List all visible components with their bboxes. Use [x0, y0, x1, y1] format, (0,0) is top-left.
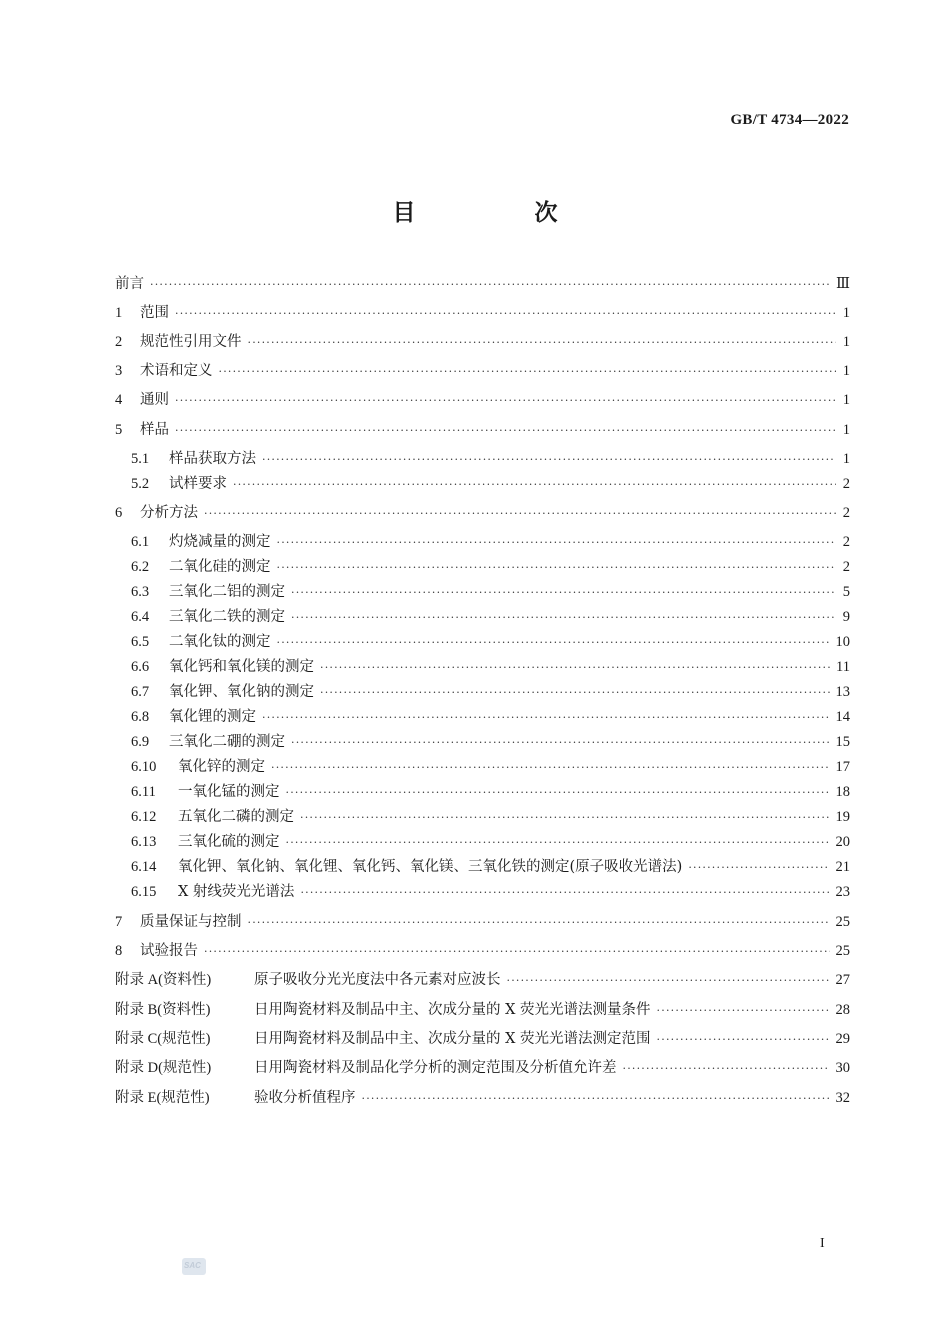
toc-entry-title: 日用陶瓷材料及制品中主、次成分量的 X 荧光光谱法测定范围: [254, 1031, 651, 1047]
toc-entry-page: 21: [835, 859, 850, 875]
toc-entry-page: 1: [842, 451, 850, 467]
toc-entry-number: 6.8: [131, 709, 150, 725]
toc-entry[interactable]: [115, 942, 850, 961]
toc-entry[interactable]: [115, 1001, 850, 1020]
toc-entry[interactable]: [115, 333, 850, 352]
toc-entry-title: 分析方法: [140, 505, 198, 521]
toc-entry-number: 2: [115, 334, 123, 350]
toc-entry-title: 五氧化二磷的测定: [178, 809, 294, 825]
dot-leader: [300, 884, 829, 902]
toc-entry-number: 附录 E(规范性): [115, 1090, 210, 1106]
toc-entry[interactable]: [115, 683, 850, 702]
toc-entry[interactable]: [115, 858, 850, 877]
toc-entry-title: 氧化锌的测定: [178, 759, 265, 775]
page-title: 目 次: [392, 199, 606, 226]
toc-entry-page: 25: [835, 943, 850, 959]
toc-entry[interactable]: [115, 833, 850, 852]
dot-leader: [320, 659, 830, 677]
toc-entry[interactable]: [115, 708, 850, 727]
toc-entry-page: 2: [842, 476, 850, 492]
toc-entry[interactable]: [115, 583, 850, 602]
toc-entry[interactable]: [115, 783, 850, 802]
toc-entry-title: 前言: [115, 276, 144, 292]
toc-entry-number: 3: [115, 363, 123, 379]
toc-entry-title: 氧化钙和氧化镁的测定: [169, 659, 314, 675]
dot-leader: [291, 609, 836, 627]
toc-entry-number: 6.2: [131, 559, 150, 575]
toc-entry-title: 三氧化二铁的测定: [169, 609, 285, 625]
dot-leader: [219, 363, 837, 381]
dot-leader: [623, 1060, 830, 1078]
dot-leader: [175, 305, 836, 323]
toc-entry-title: 样品: [140, 422, 169, 438]
dot-leader: [362, 1090, 830, 1108]
toc-entry-number: 附录 A(资料性): [115, 972, 212, 988]
toc-entry[interactable]: [115, 450, 850, 469]
toc-entry-title: 灼烧减量的测定: [169, 534, 271, 550]
toc-entry-number: 6.3: [131, 584, 150, 600]
toc-entry-number: 6.11: [131, 784, 156, 800]
dot-leader: [277, 559, 837, 577]
toc-entry-page: 30: [835, 1060, 850, 1076]
dot-leader: [291, 734, 830, 752]
toc-entry[interactable]: [115, 275, 850, 294]
toc-entry-title: 试验报告: [140, 943, 198, 959]
toc-entry[interactable]: [115, 1089, 850, 1108]
toc-entry[interactable]: [115, 421, 850, 440]
dot-leader: [175, 422, 836, 440]
toc-entry-title: 三氧化二铝的测定: [169, 584, 285, 600]
toc-entry-title: 三氧化二硼的测定: [169, 734, 285, 750]
dot-leader: [507, 972, 830, 990]
toc-entry-title: 一氧化锰的测定: [178, 784, 280, 800]
dot-leader: [233, 476, 836, 494]
toc-entry-number: 6.1: [131, 534, 150, 550]
toc-entry-page: 14: [835, 709, 850, 725]
toc-entry-number: 6.9: [131, 734, 150, 750]
dot-leader: [286, 784, 830, 802]
toc-entry-number: 1: [115, 305, 123, 321]
toc-entry-number: 6.14: [131, 859, 157, 875]
toc-entry-title: X 射线荧光光谱法: [178, 884, 295, 900]
toc-entry-page: 5: [842, 584, 850, 600]
dot-leader: [204, 505, 836, 523]
toc-entry-number: 6: [115, 505, 123, 521]
toc-entry-title: 范围: [140, 305, 169, 321]
toc-entry-title: 规范性引用文件: [140, 334, 242, 350]
dot-leader: [262, 451, 836, 469]
dot-leader: [300, 809, 830, 827]
toc-entry-number: 附录 C(规范性): [115, 1031, 211, 1047]
toc-entry-page: 2: [842, 505, 850, 521]
toc-entry-page: 9: [842, 609, 850, 625]
toc-entry[interactable]: [115, 533, 850, 552]
toc-entry[interactable]: [115, 971, 850, 990]
toc-entry-title: 试样要求: [169, 476, 227, 492]
toc-entry[interactable]: [115, 733, 850, 752]
dot-leader: [277, 634, 830, 652]
toc-entry-number: 6.4: [131, 609, 150, 625]
standard-code: GB/T 4734—2022: [730, 112, 849, 128]
toc-entry-page: 1: [842, 363, 850, 379]
dot-leader: [150, 276, 830, 294]
dot-leader: [277, 534, 837, 552]
toc-entry-page: 1: [842, 392, 850, 408]
toc-entry-number: 7: [115, 914, 123, 930]
dot-leader: [271, 759, 830, 777]
toc-entry-title: 氧化钾、氧化钠的测定: [169, 684, 314, 700]
toc-entry-title: 氧化钾、氧化钠、氧化锂、氧化钙、氧化镁、三氧化铁的测定(原子吸收光谱法): [178, 859, 683, 875]
toc-entry-number: 6.13: [131, 834, 157, 850]
toc-entry[interactable]: [115, 558, 850, 577]
dot-leader: [262, 709, 830, 727]
toc-entry-number: 5.1: [131, 451, 150, 467]
toc-entry-number: 6.5: [131, 634, 150, 650]
toc-entry[interactable]: [115, 608, 850, 627]
toc-entry[interactable]: [115, 658, 850, 677]
toc-entry[interactable]: [115, 362, 850, 381]
toc-entry[interactable]: [115, 304, 850, 323]
dot-leader: [657, 1031, 830, 1049]
toc-entry-page: 19: [835, 809, 850, 825]
toc-entry[interactable]: [115, 504, 850, 523]
toc-entry-page: 10: [835, 634, 850, 650]
toc-entry-number: 6.7: [131, 684, 150, 700]
toc-entry-page: 1: [842, 334, 850, 350]
toc-entry-title: 二氧化硅的测定: [169, 559, 271, 575]
toc-entry-title: 通则: [140, 392, 169, 408]
toc-entry-title: 质量保证与控制: [140, 914, 242, 930]
toc-entry-page: 20: [835, 834, 850, 850]
toc-entry[interactable]: [115, 391, 850, 410]
sac-logo-icon: SAC: [182, 1258, 206, 1275]
toc-entry[interactable]: [115, 808, 850, 827]
toc-entry-page: 25: [835, 914, 850, 930]
toc-entry-page: 11: [836, 659, 850, 675]
toc-entry-title: 日用陶瓷材料及制品化学分析的测定范围及分析值允许差: [254, 1060, 617, 1076]
toc-entry[interactable]: [115, 913, 850, 932]
toc-entry[interactable]: [115, 883, 850, 902]
toc-entry[interactable]: [115, 475, 850, 494]
toc-entry-title: 三氧化硫的测定: [178, 834, 280, 850]
toc-entry-title: 验收分析值程序: [254, 1090, 356, 1106]
toc-entry-page: 23: [835, 884, 850, 900]
toc-entry-page: Ⅲ: [836, 276, 850, 292]
dot-leader: [320, 684, 830, 702]
toc-entry-page: 2: [842, 534, 850, 550]
toc-entry-number: 6.10: [131, 759, 157, 775]
toc-entry[interactable]: [115, 1059, 850, 1078]
toc-entry[interactable]: [115, 633, 850, 652]
toc-entry[interactable]: [115, 758, 850, 777]
toc-entry-number: 6.12: [131, 809, 157, 825]
toc-entry-page: 27: [835, 972, 850, 988]
toc-entry-number: 6.15: [131, 884, 157, 900]
dot-leader: [286, 834, 830, 852]
dot-leader: [657, 1002, 830, 1020]
toc-entry-title: 术语和定义: [140, 363, 213, 379]
dot-leader: [204, 943, 830, 961]
toc-entry-number: 6.6: [131, 659, 150, 675]
toc-entry-title: 日用陶瓷材料及制品中主、次成分量的 X 荧光光谱法测量条件: [254, 1002, 651, 1018]
toc-entry-title: 原子吸收分光光度法中各元素对应波长: [254, 972, 501, 988]
toc-entry-page: 1: [842, 305, 850, 321]
toc-entry-page: 28: [835, 1002, 850, 1018]
page-number: I: [820, 1236, 825, 1251]
toc-entry-page: 18: [835, 784, 850, 800]
toc-entry-page: 1: [842, 422, 850, 438]
toc-entry-page: 13: [835, 684, 850, 700]
toc-entry-page: 32: [835, 1090, 850, 1106]
toc-entry-number: 附录 B(资料性): [115, 1002, 211, 1018]
toc-entry-page: 2: [842, 559, 850, 575]
dot-leader: [248, 334, 837, 352]
toc-entry-number: 5: [115, 422, 123, 438]
toc-entry-page: 15: [835, 734, 850, 750]
toc-entry[interactable]: [115, 1030, 850, 1049]
toc-entry-number: 附录 D(规范性): [115, 1060, 212, 1076]
dot-leader: [291, 584, 836, 602]
toc-entry-page: 29: [835, 1031, 850, 1047]
toc-entry-title: 二氧化钛的测定: [169, 634, 271, 650]
toc-entry-page: 17: [835, 759, 850, 775]
dot-leader: [175, 392, 836, 410]
dot-leader: [688, 859, 829, 877]
toc-entry-number: 8: [115, 943, 123, 959]
toc-entry-title: 样品获取方法: [169, 451, 256, 467]
toc-entry-title: 氧化锂的测定: [169, 709, 256, 725]
dot-leader: [248, 914, 830, 932]
toc-entry-number: 4: [115, 392, 123, 408]
toc-entry-number: 5.2: [131, 476, 150, 492]
